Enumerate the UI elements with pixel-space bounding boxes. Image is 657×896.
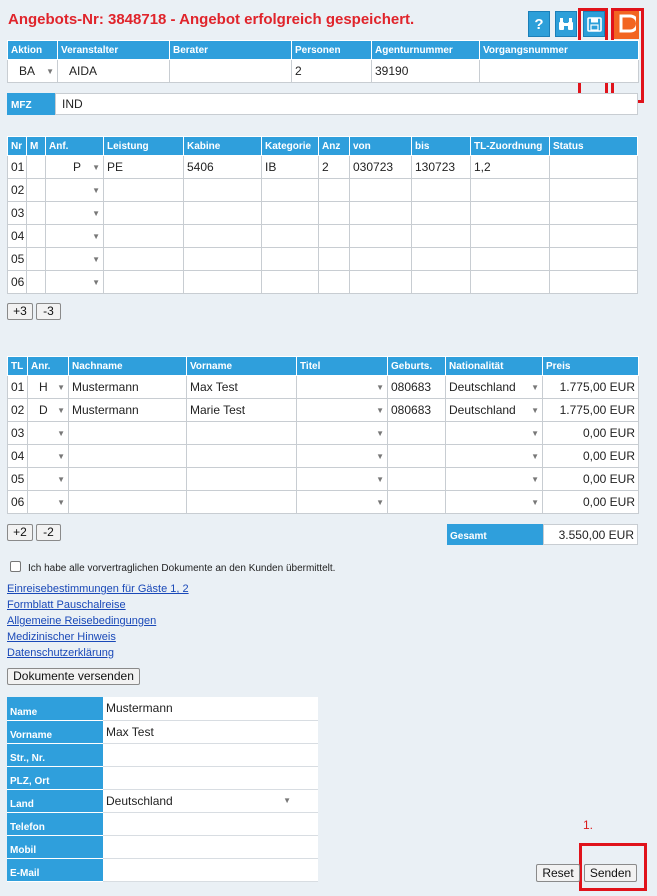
anf-select[interactable]: P ▼ xyxy=(46,156,104,179)
kategorie-field[interactable] xyxy=(262,202,319,225)
row-nr: 02 xyxy=(8,179,27,202)
geburts-field[interactable] xyxy=(388,491,446,514)
documents-checkbox[interactable] xyxy=(10,561,21,572)
chevron-down-icon: ▼ xyxy=(57,474,65,484)
preis-value: 1.775,00 EUR xyxy=(543,376,639,399)
anf-select[interactable] xyxy=(46,225,104,248)
nachname-field[interactable] xyxy=(69,422,187,445)
col-vorname: Vorname xyxy=(187,357,297,376)
bis-field[interactable] xyxy=(412,202,471,225)
von-field[interactable] xyxy=(350,225,412,248)
geburts-field[interactable]: 080683 xyxy=(388,399,446,422)
anrede-select[interactable] xyxy=(28,468,69,491)
tl-zuordnung-field[interactable] xyxy=(471,248,550,271)
kabine-field[interactable] xyxy=(184,271,262,294)
services-table xyxy=(7,136,638,294)
anrede-select[interactable] xyxy=(28,422,69,445)
table-row xyxy=(8,225,638,248)
veranstalter-field[interactable]: AIDA xyxy=(58,60,170,83)
vorname-field[interactable] xyxy=(187,491,297,514)
tl-zuordnung-field[interactable] xyxy=(471,202,550,225)
anf-select[interactable] xyxy=(46,179,104,202)
status-field xyxy=(550,225,638,248)
m-field[interactable] xyxy=(27,271,46,294)
customer-field-input[interactable] xyxy=(103,743,318,766)
chevron-down-icon: ▼ xyxy=(531,428,539,438)
titel-select[interactable] xyxy=(297,468,388,491)
col-berater: Berater xyxy=(170,41,292,60)
customer-field-label: Vorname xyxy=(7,720,103,743)
chevron-down-icon: ▼ xyxy=(531,382,539,392)
travelers-table xyxy=(7,356,639,514)
chevron-down-icon: ▼ xyxy=(92,254,100,264)
chevron-down-icon: ▼ xyxy=(376,451,384,461)
nationalitaet-select[interactable] xyxy=(446,468,543,491)
nachname-field[interactable] xyxy=(69,468,187,491)
chevron-down-icon: ▼ xyxy=(376,405,384,415)
link-datenschutz[interactable]: Datenschutzerklärung xyxy=(7,647,115,659)
send-documents-button[interactable]: Dokumente versenden xyxy=(7,668,140,685)
kategorie-field[interactable] xyxy=(262,179,319,202)
col-anrede: Anr. xyxy=(28,357,69,376)
col-kategorie: Kategorie xyxy=(262,137,319,156)
link-medizinischer-hinweis[interactable]: Medizinischer Hinweis xyxy=(7,631,116,643)
table-row xyxy=(8,468,639,491)
row-tl: 05 xyxy=(8,468,28,491)
anz-field[interactable] xyxy=(319,202,350,225)
row-nr: 01 xyxy=(8,156,27,179)
customer-field-label: Mobil xyxy=(7,835,103,858)
vorname-field[interactable]: Marie Test xyxy=(187,399,297,422)
table-row xyxy=(8,202,638,225)
status-field xyxy=(550,248,638,271)
bis-field[interactable] xyxy=(412,225,471,248)
row-tl: 04 xyxy=(8,445,28,468)
titel-select[interactable] xyxy=(297,399,388,422)
row-tl: 03 xyxy=(8,422,28,445)
tl-zuordnung-field[interactable] xyxy=(471,271,550,294)
chevron-down-icon: ▼ xyxy=(531,451,539,461)
tl-zuordnung-field[interactable] xyxy=(471,179,550,202)
chevron-down-icon: ▼ xyxy=(92,162,100,172)
kategorie-field[interactable]: IB xyxy=(262,156,319,179)
von-field[interactable] xyxy=(350,202,412,225)
leistung-field[interactable] xyxy=(104,271,184,294)
chevron-down-icon: ▼ xyxy=(283,796,291,805)
row-nr: 04 xyxy=(8,225,27,248)
kabine-field[interactable]: 5406 xyxy=(184,156,262,179)
link-formblatt[interactable]: Formblatt Pauschalreise xyxy=(7,599,126,611)
kategorie-field[interactable] xyxy=(262,248,319,271)
preis-value: 0,00 EUR xyxy=(543,468,639,491)
aktion-select[interactable]: BA ▼ xyxy=(8,60,58,83)
customer-field-input[interactable] xyxy=(103,766,318,789)
table-row xyxy=(8,422,639,445)
col-vorgangsnummer: Vorgangsnummer xyxy=(480,41,639,60)
table-row xyxy=(8,399,639,422)
col-leistung: Leistung xyxy=(104,137,184,156)
documents-links xyxy=(7,581,189,661)
customer-field-label: Land xyxy=(7,789,103,812)
table-row xyxy=(8,491,639,514)
anrede-select[interactable]: D ▼ xyxy=(28,399,69,422)
m-field[interactable] xyxy=(27,202,46,225)
nachname-field[interactable]: Mustermann xyxy=(69,399,187,422)
von-field[interactable]: 030723 xyxy=(350,156,412,179)
table-row xyxy=(8,376,639,399)
annotation-label-1: 1. xyxy=(583,818,594,832)
customer-field-label: Str., Nr. xyxy=(7,743,103,766)
table-row xyxy=(8,271,638,294)
titel-select[interactable] xyxy=(297,422,388,445)
row-nr: 03 xyxy=(8,202,27,225)
nationalitaet-select[interactable] xyxy=(446,445,543,468)
bis-field[interactable] xyxy=(412,271,471,294)
table-row xyxy=(8,248,638,271)
chevron-down-icon: ▼ xyxy=(57,382,65,392)
chevron-down-icon: ▼ xyxy=(57,451,65,461)
customer-field-label: PLZ, Ort xyxy=(7,766,103,789)
row-tl: 06 xyxy=(8,491,28,514)
chevron-down-icon: ▼ xyxy=(92,185,100,195)
mfz-label: MFZ xyxy=(7,93,55,115)
von-field[interactable] xyxy=(350,248,412,271)
tl-zuordnung-field[interactable] xyxy=(471,225,550,248)
gesamt-value: 3.550,00 EUR xyxy=(543,524,638,545)
chevron-down-icon: ▼ xyxy=(92,231,100,241)
vorgangsnummer-field[interactable] xyxy=(480,60,639,83)
customer-row xyxy=(7,789,318,812)
customer-row xyxy=(7,858,318,881)
customer-row xyxy=(7,697,318,720)
customer-field-input[interactable]: Mustermann xyxy=(103,697,318,720)
leistung-field[interactable] xyxy=(104,202,184,225)
preis-value: 1.775,00 EUR xyxy=(543,399,639,422)
geburts-field[interactable]: 080683 xyxy=(388,376,446,399)
col-nachname: Nachname xyxy=(69,357,187,376)
chevron-down-icon: ▼ xyxy=(531,474,539,484)
nachname-field[interactable] xyxy=(69,445,187,468)
anf-select[interactable] xyxy=(46,202,104,225)
anrede-select[interactable]: H ▼ xyxy=(28,376,69,399)
vorname-field[interactable]: Max Test xyxy=(187,376,297,399)
anrede-select[interactable] xyxy=(28,445,69,468)
remove-services-button[interactable]: -3 xyxy=(36,303,61,320)
vorname-field[interactable] xyxy=(187,445,297,468)
nationalitaet-select[interactable] xyxy=(446,422,543,445)
anz-field[interactable] xyxy=(319,225,350,248)
bis-field[interactable] xyxy=(412,179,471,202)
customer-row xyxy=(7,766,318,789)
leistung-field[interactable] xyxy=(104,179,184,202)
customer-row xyxy=(7,743,318,766)
row-nr: 05 xyxy=(8,248,27,271)
m-field[interactable] xyxy=(27,179,46,202)
row-nr: 06 xyxy=(8,271,27,294)
search-button[interactable] xyxy=(555,11,577,37)
customer-row xyxy=(7,720,318,743)
vorname-field[interactable] xyxy=(187,422,297,445)
col-nationalitaet: Nationalität xyxy=(446,357,543,376)
status-field xyxy=(550,202,638,225)
customer-field-input[interactable] xyxy=(103,858,318,881)
nationalitaet-select[interactable] xyxy=(446,491,543,514)
col-bis: bis xyxy=(412,137,471,156)
customer-field-label: Name xyxy=(7,697,103,720)
chevron-down-icon: ▼ xyxy=(57,497,65,507)
status-field xyxy=(550,179,638,202)
col-tl: TL xyxy=(8,357,28,376)
col-anz: Anz xyxy=(319,137,350,156)
anz-field[interactable] xyxy=(319,248,350,271)
leistung-field[interactable] xyxy=(104,248,184,271)
agenturnummer-field[interactable]: 39190 xyxy=(372,60,480,83)
booking-table xyxy=(7,40,639,83)
help-button[interactable] xyxy=(528,11,550,37)
kategorie-field[interactable] xyxy=(262,271,319,294)
status-field xyxy=(550,156,638,179)
geburts-field[interactable] xyxy=(388,468,446,491)
kabine-field[interactable] xyxy=(184,179,262,202)
von-field[interactable] xyxy=(350,179,412,202)
leistung-field[interactable]: PE xyxy=(104,156,184,179)
add-travelers-button[interactable]: +2 xyxy=(7,524,33,541)
anz-field[interactable] xyxy=(319,271,350,294)
m-field[interactable] xyxy=(27,156,46,179)
send-button[interactable]: Senden xyxy=(584,864,637,882)
customer-field-label: E-Mail xyxy=(7,858,103,881)
titel-select[interactable] xyxy=(297,491,388,514)
col-preis: Preis xyxy=(543,357,639,376)
row-tl: 01 xyxy=(8,376,28,399)
chevron-down-icon: ▼ xyxy=(531,405,539,415)
m-field[interactable] xyxy=(27,248,46,271)
col-m: M xyxy=(27,137,46,156)
col-titel: Titel xyxy=(297,357,388,376)
kabine-field[interactable] xyxy=(184,248,262,271)
binoculars-icon xyxy=(558,17,574,31)
preis-value: 0,00 EUR xyxy=(543,422,639,445)
anf-select[interactable] xyxy=(46,271,104,294)
kabine-field[interactable] xyxy=(184,225,262,248)
chevron-down-icon: ▼ xyxy=(46,66,54,76)
col-tl-zuordnung: TL-Zuordnung xyxy=(471,137,550,156)
customer-field-input[interactable]: Max Test xyxy=(103,720,318,743)
chevron-down-icon: ▼ xyxy=(531,497,539,507)
customer-form xyxy=(7,697,318,882)
kabine-field[interactable] xyxy=(184,202,262,225)
chevron-down-icon: ▼ xyxy=(57,428,65,438)
geburts-field[interactable] xyxy=(388,422,446,445)
anrede-select[interactable] xyxy=(28,491,69,514)
gesamt-label: Gesamt xyxy=(447,524,543,545)
customer-field-label: Telefon xyxy=(7,812,103,835)
preis-value: 0,00 EUR xyxy=(543,491,639,514)
geburts-field[interactable] xyxy=(388,445,446,468)
add-services-button[interactable]: +3 xyxy=(7,303,33,320)
col-anf: Anf. xyxy=(46,137,104,156)
chevron-down-icon: ▼ xyxy=(376,474,384,484)
anz-field[interactable] xyxy=(319,179,350,202)
chevron-down-icon: ▼ xyxy=(92,208,100,218)
table-row xyxy=(8,179,638,202)
nachname-field[interactable] xyxy=(69,491,187,514)
col-status: Status xyxy=(550,137,638,156)
chevron-down-icon: ▼ xyxy=(376,497,384,507)
reset-button[interactable]: Reset xyxy=(536,864,580,882)
titel-select[interactable] xyxy=(297,445,388,468)
customer-field-input[interactable] xyxy=(103,812,318,835)
status-field xyxy=(550,271,638,294)
col-kabine: Kabine xyxy=(184,137,262,156)
col-personen: Personen xyxy=(292,41,372,60)
von-field[interactable] xyxy=(350,271,412,294)
link-einreisebestimmungen[interactable]: Einreisebestimmungen für Gäste 1, 2 xyxy=(7,583,189,595)
nationalitaet-select[interactable]: Deutschland ▼ xyxy=(446,399,543,422)
link-reisebedingungen[interactable]: Allgemeine Reisebedingungen xyxy=(7,615,157,627)
row-tl: 02 xyxy=(8,399,28,422)
documents-checkbox-label: Ich habe alle vorvertraglichen Dokumente an den Kunden übermittelt. xyxy=(28,563,336,574)
col-agenturnummer: Agenturnummer xyxy=(372,41,480,60)
berater-field[interactable] xyxy=(170,60,292,83)
customer-row xyxy=(7,812,318,835)
col-aktion: Aktion xyxy=(8,41,58,60)
page-title: Angebots-Nr: 3848718 - Angebot erfolgreich gespeichert. xyxy=(8,11,415,28)
chevron-down-icon: ▼ xyxy=(92,277,100,287)
remove-travelers-button[interactable]: -2 xyxy=(36,524,61,541)
vorname-field[interactable] xyxy=(187,468,297,491)
col-nr: Nr xyxy=(8,137,27,156)
nachname-field[interactable]: Mustermann xyxy=(69,376,187,399)
customer-field-input[interactable] xyxy=(103,835,318,858)
chevron-down-icon: ▼ xyxy=(376,428,384,438)
titel-select[interactable] xyxy=(297,376,388,399)
nationalitaet-select[interactable]: Deutschland ▼ xyxy=(446,376,543,399)
chevron-down-icon: ▼ xyxy=(376,382,384,392)
chevron-down-icon: ▼ xyxy=(57,405,65,415)
bis-field[interactable] xyxy=(412,248,471,271)
land-select[interactable]: Deutschland ▼ xyxy=(103,789,318,812)
personen-field[interactable]: 2 xyxy=(292,60,372,83)
leistung-field[interactable] xyxy=(104,225,184,248)
anz-field[interactable]: 2 xyxy=(319,156,350,179)
table-row xyxy=(8,156,638,179)
mfz-input[interactable]: IND xyxy=(55,93,638,115)
help-icon: ? xyxy=(534,15,544,33)
bis-field[interactable]: 130723 xyxy=(412,156,471,179)
col-veranstalter: Veranstalter xyxy=(58,41,170,60)
customer-row xyxy=(7,835,318,858)
m-field[interactable] xyxy=(27,225,46,248)
col-geburts: Geburts. xyxy=(388,357,446,376)
tl-zuordnung-field[interactable]: 1,2 xyxy=(471,156,550,179)
col-von: von xyxy=(350,137,412,156)
table-row xyxy=(8,445,639,468)
kategorie-field[interactable] xyxy=(262,225,319,248)
preis-value: 0,00 EUR xyxy=(543,445,639,468)
anf-select[interactable] xyxy=(46,248,104,271)
